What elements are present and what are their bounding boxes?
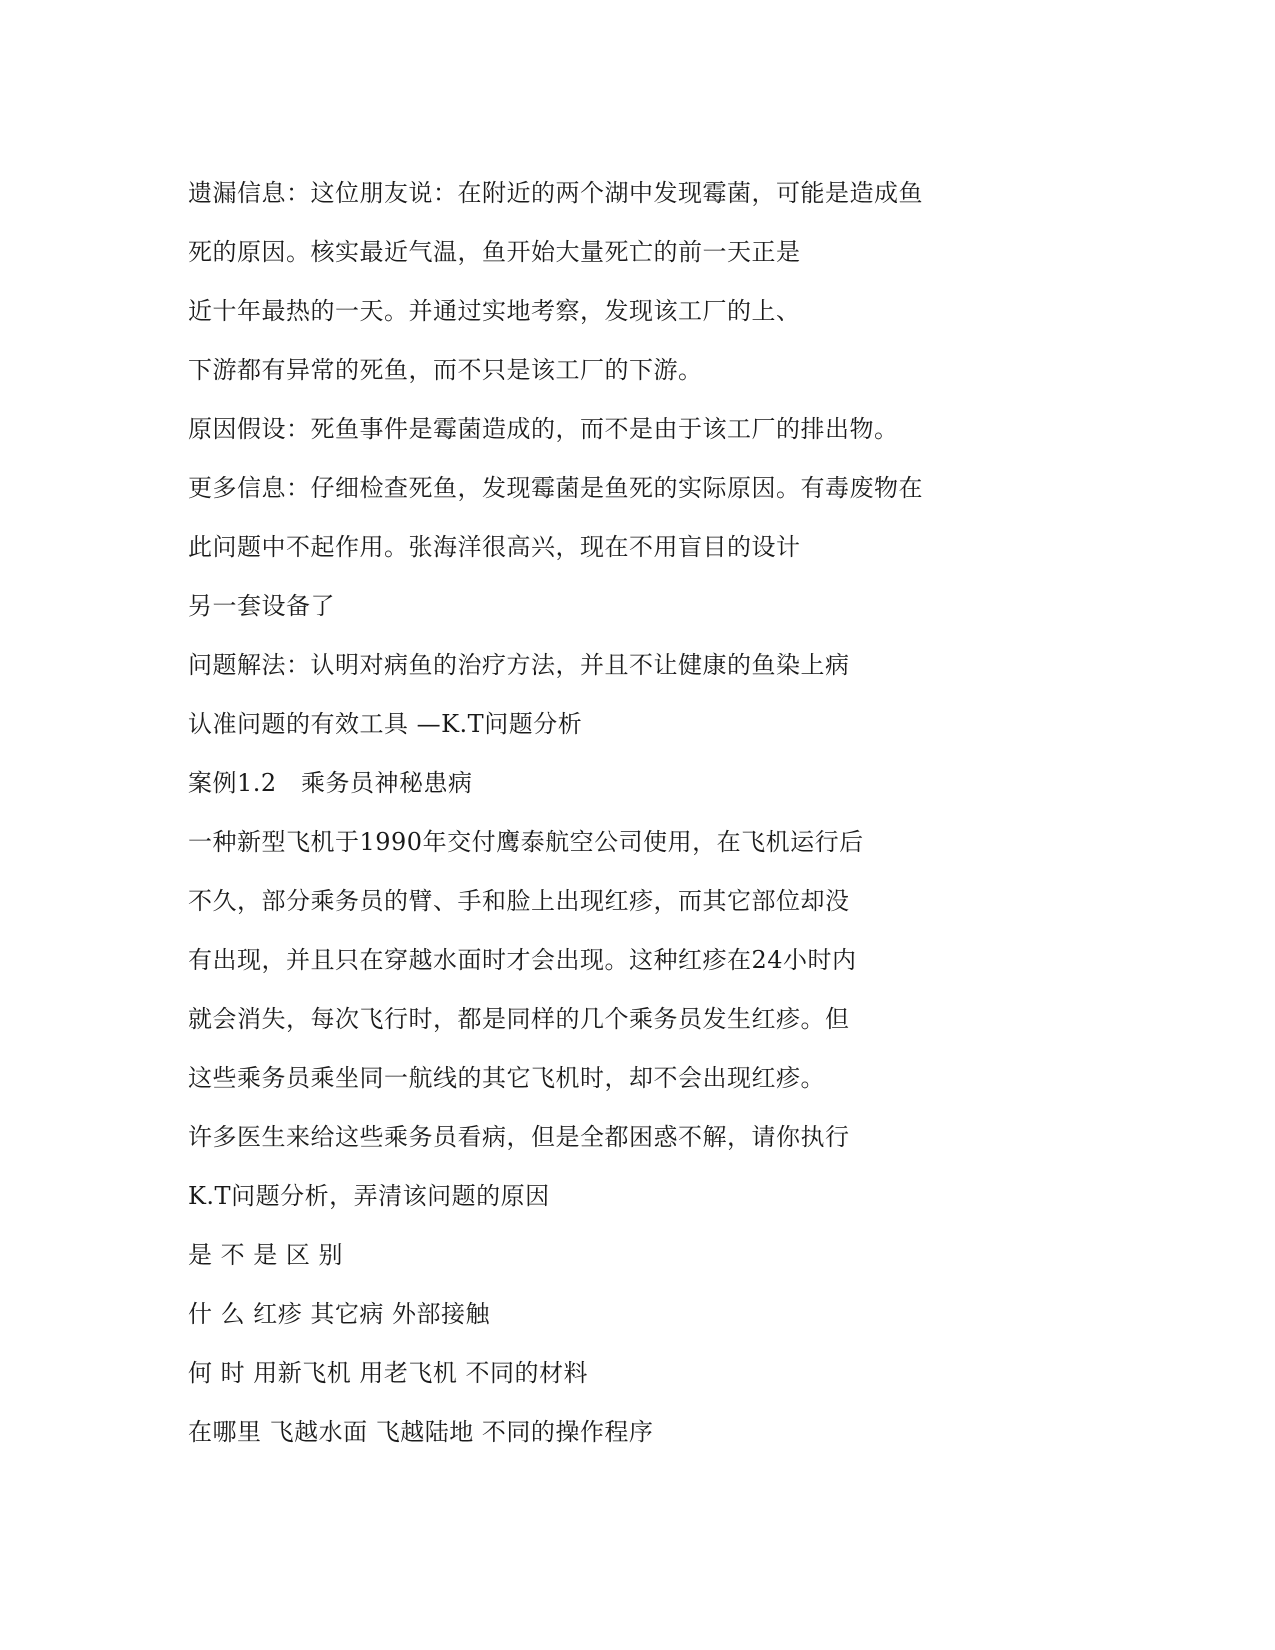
text-line: 就会消失，每次飞行时，都是同样的几个乘务员发生红疹。但	[188, 1005, 850, 1033]
text-line: 更多信息：仔细检查死鱼，发现霉菌是鱼死的实际原因。有毒废物在	[188, 474, 923, 502]
text-line: 有出现，并且只在穿越水面时才会出现。这种红疹在24小时内	[188, 946, 857, 974]
table-header-row: 是 不 是 区 别	[188, 1241, 344, 1269]
text-line: 不久，部分乘务员的臂、手和脸上出现红疹，而其它部位却没	[188, 887, 850, 915]
text-line: 遗漏信息：这位朋友说：在附近的两个湖中发现霉菌，可能是造成鱼	[188, 179, 923, 207]
text-line: 问题解法：认明对病鱼的治疗方法，并且不让健康的鱼染上病	[188, 651, 850, 679]
table-row: 什 么 红疹 其它病 外部接触	[188, 1300, 491, 1328]
text-line: 另一套设备了	[188, 592, 335, 620]
text-line: 许多医生来给这些乘务员看病，但是全都困惑不解，请你执行	[188, 1123, 850, 1151]
text-line: 下游都有异常的死鱼，而不只是该工厂的下游。	[188, 356, 703, 384]
text-line: 此问题中不起作用。张海洋很高兴，现在不用盲目的设计	[188, 533, 801, 561]
text-line: 原因假设：死鱼事件是霉菌造成的，而不是由于该工厂的排出物。	[188, 415, 899, 443]
text-line: K.T问题分析，弄清该问题的原因	[188, 1182, 550, 1210]
section-heading: 认准问题的有效工具 —K.T问题分析	[188, 710, 583, 738]
table-row: 在哪里 飞越水面 飞越陆地 不同的操作程序	[188, 1418, 654, 1446]
text-line: 这些乘务员乘坐同一航线的其它飞机时，却不会出现红疹。	[188, 1064, 825, 1092]
text-line: 死的原因。核实最近气温，鱼开始大量死亡的前一天正是	[188, 238, 801, 266]
text-line: 近十年最热的一天。并通过实地考察，发现该工厂的上、	[188, 297, 801, 325]
text-line: 一种新型飞机于1990年交付鹰泰航空公司使用，在飞机运行后	[188, 828, 864, 856]
table-row: 何 时 用新飞机 用老飞机 不同的材料	[188, 1359, 589, 1387]
case-title: 案例1.2 乘务员神秘患病	[188, 769, 473, 797]
